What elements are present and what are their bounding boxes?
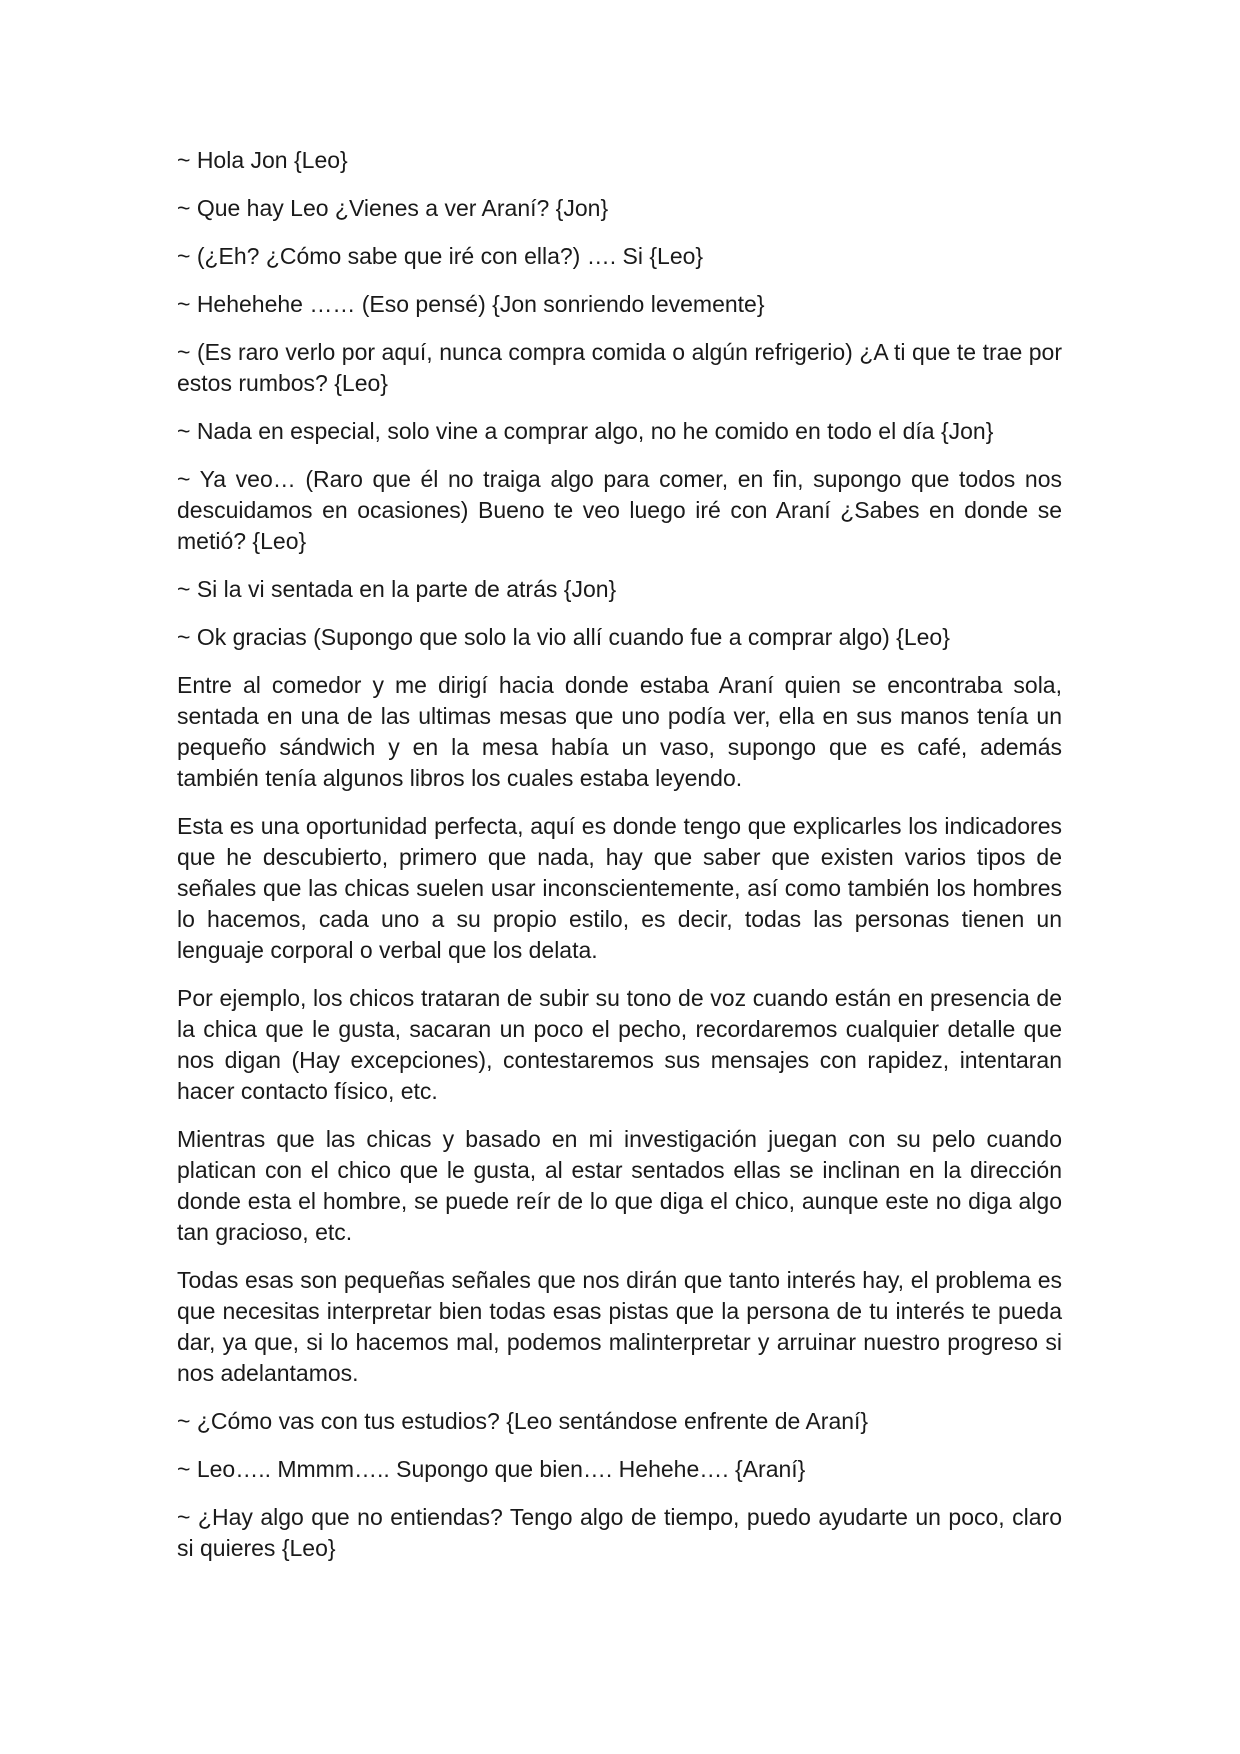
paragraph: ~ Ya veo… (Raro que él no traiga algo para comer, en fin, supongo que todos nos descuidamos en ocasiones) Bueno te veo luego iré con Araní ¿Sabes en donde se metió? {Leo}: [177, 466, 1062, 554]
paragraph: ~ Que hay Leo ¿Vienes a ver Araní? {Jon}: [177, 195, 609, 221]
paragraph: ~ Ok gracias (Supongo que solo la vio allí cuando fue a comprar algo) {Leo}: [177, 624, 950, 650]
paragraph: Mientras que las chicas y basado en mi investigación juegan con su pelo cuando platican con el chico que le gusta, al estar sentados ellas se inclinan en la dirección donde esta el hombre, se puede reír de lo que diga el chico, aunque este no diga algo tan gracioso, etc.: [177, 1126, 1062, 1245]
paragraph: Esta es una oportunidad perfecta, aquí es donde tengo que explicarles los indicadores que he descubierto, primero que nada, hay que saber que existen varios tipos de señales que las chicas suelen usar inconscientemente, así como también los hombres lo hacemos, cada uno a su propio estilo, es decir, todas las personas tienen un lenguaje corporal o verbal que los delata.: [177, 813, 1062, 963]
paragraph: ~ Si la vi sentada en la parte de atrás {Jon}: [177, 576, 617, 602]
paragraph: Todas esas son pequeñas señales que nos dirán que tanto interés hay, el problema es que necesitas interpretar bien todas esas pistas que la persona de tu interés te pueda dar, ya que, si lo hacemos mal, podemos malinterpretar y arruinar nuestro progreso si nos adelantamos.: [177, 1267, 1062, 1386]
paragraph: ~ ¿Cómo vas con tus estudios? {Leo sentándose enfrente de Araní}: [177, 1408, 869, 1434]
paragraph: ~ Nada en especial, solo vine a comprar algo, no he comido en todo el día {Jon}: [177, 418, 994, 444]
paragraph: ~ (¿Eh? ¿Cómo sabe que iré con ella?) …. Si {Leo}: [177, 243, 704, 269]
paragraph: ~ (Es raro verlo por aquí, nunca compra comida o algún refrigerio) ¿A ti que te trae por estos rumbos? {Leo}: [177, 339, 1062, 396]
paragraph: ~ ¿Hay algo que no entiendas? Tengo algo de tiempo, puedo ayudarte un poco, claro si quieres {Leo}: [177, 1504, 1062, 1561]
paragraph: Por ejemplo, los chicos trataran de subir su tono de voz cuando están en presencia de la chica que le gusta, sacaran un poco el pecho, recordaremos cualquier detalle que nos digan (Hay excepciones), contestaremos sus mensajes con rapidez, intentaran hacer contacto físico, etc.: [177, 985, 1062, 1104]
paragraph: ~ Leo….. Mmmm….. Supongo que bien…. Hehehe…. {Araní}: [177, 1456, 806, 1482]
paragraph: ~ Hola Jon {Leo}: [177, 147, 348, 173]
document-body: [177, 145, 1062, 1581]
paragraph: Entre al comedor y me dirigí hacia donde estaba Araní quien se encontraba sola, sentada en una de las ultimas mesas que uno podía ver, ella en sus manos tenía un pequeño sándwich y en la mesa había un vaso, supongo que es café, además también tenía algunos libros los cuales estaba leyendo.: [177, 672, 1062, 791]
paragraph: ~ Hehehehe …… (Eso pensé) {Jon sonriendo levemente}: [177, 291, 765, 317]
